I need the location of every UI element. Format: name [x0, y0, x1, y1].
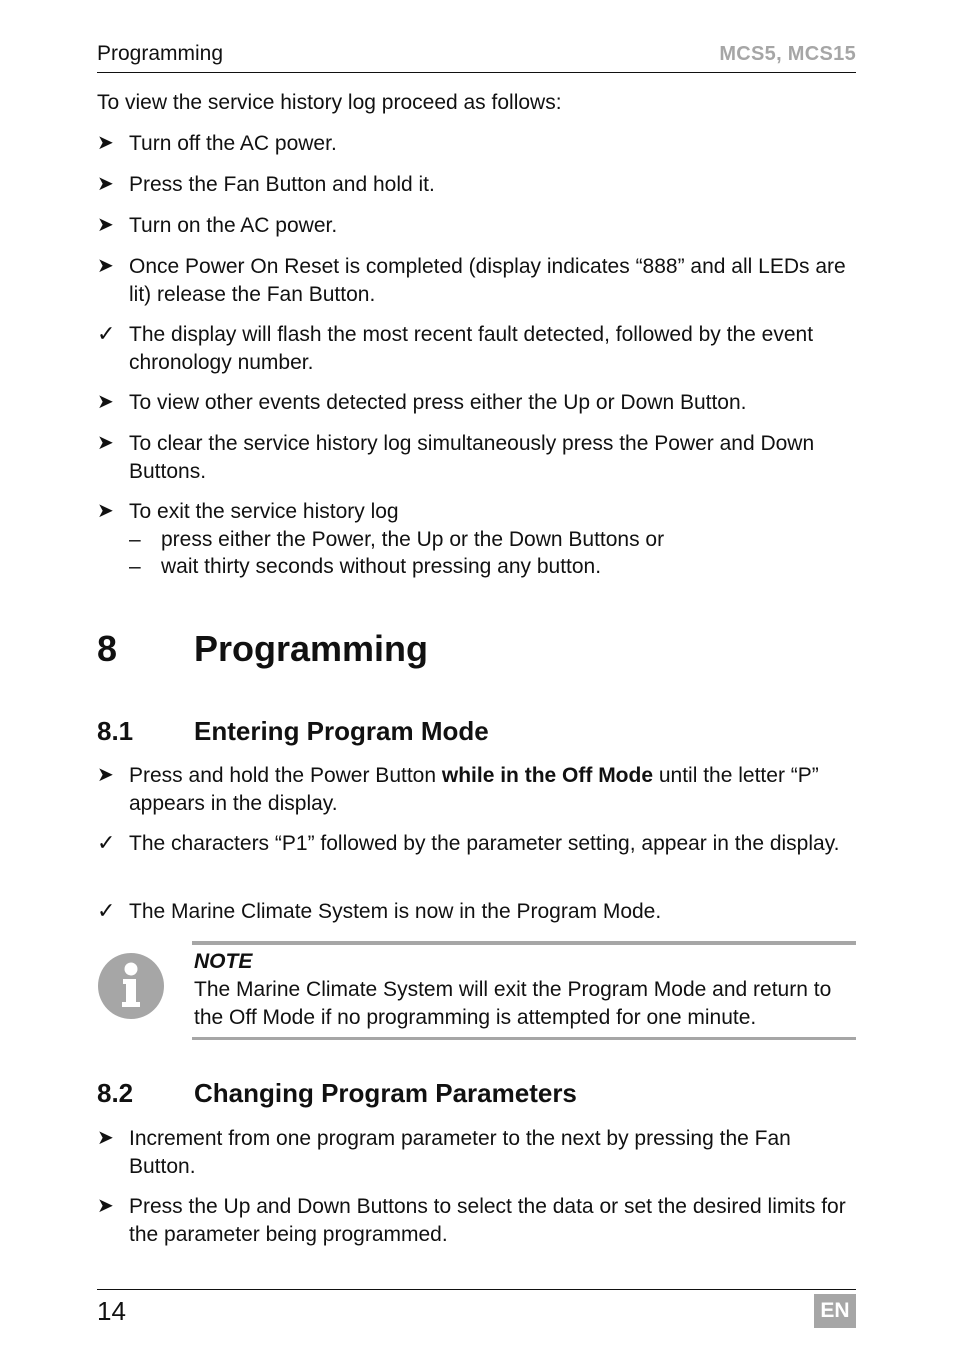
step-text: Increment from one program parameter to the next by pressing the Fan Button.	[129, 1127, 791, 1178]
result-item	[97, 898, 856, 926]
result-text: The Marine Climate System is now in the Program Mode.	[129, 900, 662, 923]
result-text: The characters “P1” followed by the parameter setting, appear in the display.	[129, 832, 840, 855]
arrow-bullet-icon: ➤	[97, 764, 114, 786]
step-text: To clear the service history log simultaneously press the Power and Down Buttons.	[129, 432, 815, 483]
arrow-bullet-icon: ➤	[97, 255, 114, 277]
page-footer	[97, 1289, 856, 1330]
step-text: Turn on the AC power.	[129, 214, 338, 237]
arrow-bullet-icon: ➤	[97, 391, 114, 413]
checkmark-icon: ✓	[97, 899, 116, 924]
step-item	[97, 762, 856, 817]
arrow-bullet-icon: ➤	[97, 173, 114, 195]
page-number: 14	[97, 1296, 126, 1326]
note-body: The Marine Climate System will exit the Program Mode and return to the Off Mode if no programming is attempted for one minute.	[194, 978, 832, 1029]
checkmark-icon: ✓	[97, 831, 116, 856]
step-text: Turn off the AC power.	[129, 132, 337, 155]
arrow-bullet-icon: ➤	[97, 214, 114, 236]
section-heading	[97, 716, 697, 748]
step-text: To exit the service history log	[129, 500, 399, 523]
manual-page	[97, 0, 856, 1352]
arrow-bullet-icon: ➤	[97, 1195, 114, 1217]
step-item	[97, 389, 856, 417]
arrow-bullet-icon: ➤	[97, 1127, 114, 1149]
note-title: NOTE	[194, 950, 253, 973]
header-section-title: Programming	[97, 42, 224, 65]
dash-bullet: –	[129, 528, 141, 551]
intro-text: To view the service history log proceed as follows:	[97, 91, 562, 114]
sub-list-item	[129, 526, 664, 554]
chapter-title: Programming	[194, 628, 429, 669]
arrow-bullet-icon: ➤	[97, 432, 114, 454]
step-item	[97, 253, 856, 308]
page-header	[97, 40, 856, 73]
result-item	[97, 321, 856, 376]
arrow-bullet-icon: ➤	[97, 500, 114, 522]
step-item	[97, 1125, 856, 1180]
step-text: Press the Up and Down Buttons to select the data or set the desired limits for the parameter being programmed.	[129, 1195, 846, 1246]
sub-list-text: wait thirty seconds without pressing any button.	[161, 555, 602, 578]
language-badge: EN	[814, 1294, 856, 1328]
section-title: Changing Program Parameters	[194, 1078, 577, 1108]
header-model-names: MCS5, MCS15	[719, 43, 856, 65]
chapter-number: 8	[97, 628, 118, 669]
step-item	[97, 430, 856, 485]
step-text: To view other events detected press either the Up or Down Button.	[129, 391, 747, 414]
sub-list-item	[129, 553, 601, 581]
step-item	[97, 498, 856, 526]
info-icon	[97, 952, 165, 1020]
step-item	[97, 171, 856, 199]
result-text: The display will flash the most recent fault detected, followed by the event chronology number.	[129, 323, 814, 374]
step-item	[97, 1193, 856, 1248]
dash-bullet: –	[129, 555, 141, 578]
sub-list-text: press either the Power, the Up or the Down Buttons or	[161, 528, 665, 551]
result-item	[97, 830, 856, 858]
step-text: Press the Fan Button and hold it.	[129, 173, 435, 196]
arrow-bullet-icon: ➤	[97, 132, 114, 154]
step-text: Press and hold the Power Button while in the Off Mode until the letter “P” appears in the display.	[129, 764, 819, 815]
step-item	[97, 212, 856, 240]
emphasis-text: while in the Off Mode	[441, 764, 654, 787]
checkmark-icon: ✓	[97, 322, 116, 347]
note-box	[97, 941, 856, 1039]
section-title: Entering Program Mode	[194, 716, 489, 746]
section-number: 8.2	[97, 1078, 134, 1108]
section-heading	[97, 1078, 697, 1110]
section-number: 8.1	[97, 716, 134, 746]
step-text: Once Power On Reset is completed (display indicates “888” and all LEDs are lit) release the Fan Button.	[129, 255, 846, 306]
note-content	[192, 941, 856, 1040]
step-item	[97, 130, 856, 158]
